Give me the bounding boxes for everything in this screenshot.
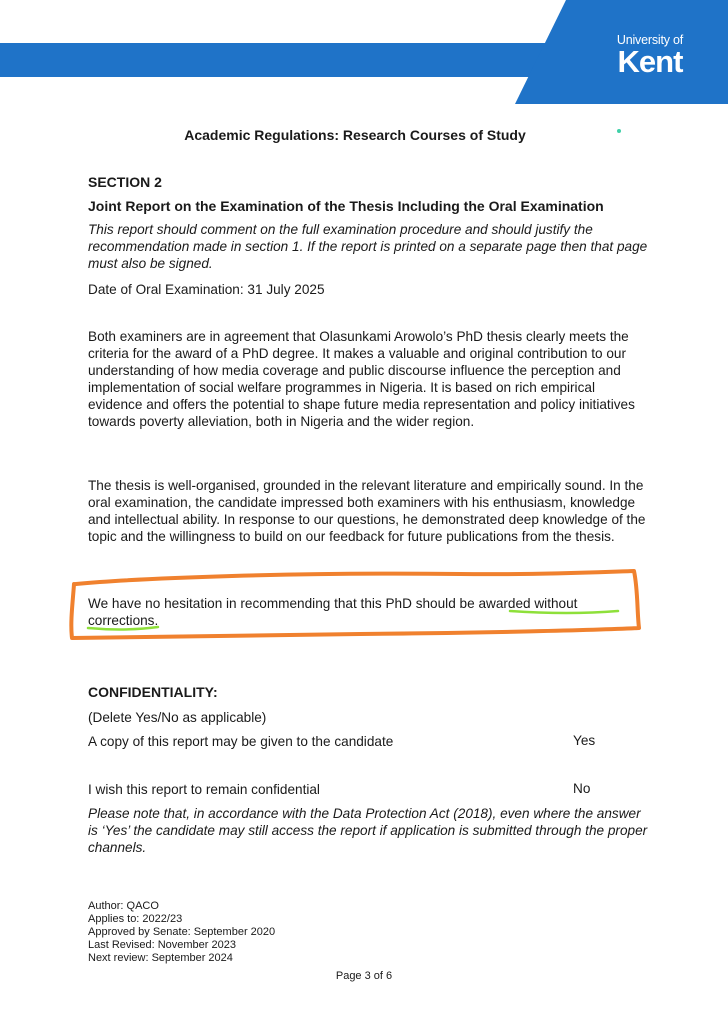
recommendation-end: . [154, 613, 159, 628]
footer-approved: Approved by Senate: September 2020 [88, 926, 276, 938]
recommendation-text: We have no hesitation in recommending that this PhD should be [88, 596, 479, 611]
confidentiality-heading: CONFIDENTIALITY: [88, 684, 218, 700]
university-logo [605, 34, 695, 77]
logo-line2: Kent [617, 44, 683, 79]
confidentiality-row2-label: I wish this report to remain confidential [88, 782, 320, 797]
stray-dot [617, 129, 621, 133]
report-paragraph-1: Both examiners are in agreement that Olasunkami Arowolo’s PhD thesis clearly meets the criteria for the award of a PhD degree. It makes a valuable and original contribution to our understanding of how media coverage and public discourse influence the perception and implementation of social welfare programmes in Nigeria. It is based on rich empirical evidence and offers the potential to shape future media representation and policy initiatives towards poverty alleviation, both in Nigeria and the wider region. [88, 329, 635, 429]
section-instruction: This report should comment on the full examination procedure and should justify the recommendation made in section 1. If the report is printed on a separate page then that page must also be signed. [88, 222, 648, 271]
recommendation [88, 595, 648, 629]
footer-review: Next review: September 2024 [88, 952, 233, 964]
oral-exam-date: Date of Oral Examination: 31 July 2025 [88, 282, 325, 297]
document-footer [88, 900, 275, 965]
footer-author: Author: QACO [88, 900, 159, 912]
confidentiality-row1-label: A copy of this report may be given to the candidate [88, 734, 394, 749]
document-title: Academic Regulations: Research Courses of Study [184, 127, 526, 143]
highlight-awarded-without: awarded without [478, 596, 578, 611]
confidentiality-row2-value: No [573, 781, 591, 796]
report-paragraph-2: The thesis is well-organised, grounded in the relevant literature and empirically sound. In the oral examination, the candidate impressed both examiners with his enthusiasm, knowledge and intellectual ability. In response to our questions, he demonstrated deep knowledge of the topic and the willingness to build on our feedback for future publications from the thesis. [88, 478, 646, 544]
section-heading: Joint Report on the Examination of the Thesis Including the Oral Examination [88, 198, 604, 214]
data-protection-disclaimer: Please note that, in accordance with the Data Protection Act (2018), even where the answer is ‘Yes’ the candidate may still access the report if application is submitted through the proper channels. [88, 806, 648, 855]
footer-applies: Applies to: 2022/23 [88, 913, 183, 925]
banner-stripe [0, 43, 572, 77]
confidentiality-note: (Delete Yes/No as applicable) [88, 710, 267, 725]
highlight-corrections: corrections [88, 613, 155, 628]
footer-revised: Last Revised: November 2023 [88, 939, 236, 951]
page-number: Page 3 of 6 [335, 970, 393, 982]
section-label: SECTION 2 [88, 174, 162, 190]
logo-line1: University of [616, 33, 684, 47]
confidentiality-row1-value: Yes [573, 733, 596, 748]
